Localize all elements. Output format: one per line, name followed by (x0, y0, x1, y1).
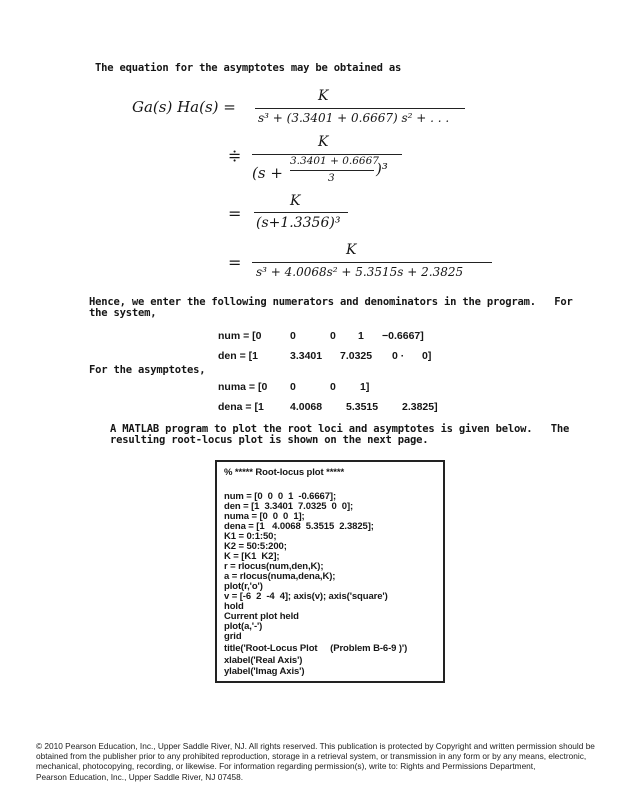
line2-inner-numerator: 3.3401 + 0.6667 (290, 155, 379, 167)
transfer-function-lhs: Ga(s) Ha(s) = (132, 98, 236, 116)
code-line: numa = [0 0 0 1]; (224, 511, 305, 522)
line2-den-close: )³ (376, 160, 388, 178)
den-value: 0 · (392, 350, 405, 362)
code-line: plot(a,'-') (224, 621, 263, 632)
line3-denominator: (s+1.3356)³ (256, 215, 341, 231)
code-line: K = [K1 K2]; (224, 551, 280, 562)
line3-numerator: K (290, 193, 301, 209)
code-line: % ***** Root-locus plot ***** (224, 467, 345, 478)
code-line: plot(r,'o') (224, 581, 263, 592)
line4-denominator: s³ + 4.0068s² + 5.3515s + 2.3825 (256, 265, 464, 279)
code-line: dena = [1 4.0068 5.3515 2.3825]; (224, 521, 374, 532)
numa-value: 0 (290, 381, 296, 393)
dena-value: 5.3515 (346, 401, 379, 413)
matlab-paragraph-line1: A MATLAB program to plot the root loci and asymptotes is given below. The (110, 423, 570, 435)
code-line: Current plot held (224, 611, 299, 622)
den-value: 0] (422, 350, 432, 362)
footer-line: Pearson Education, Inc., Upper Saddle River, NJ 07458. (36, 771, 244, 782)
num-array (218, 330, 424, 342)
line3-operator: = (228, 204, 242, 223)
asymptotes-label: For the asymptotes, (89, 364, 206, 376)
numa-label: numa = [0 (218, 381, 268, 393)
line2-operator: ≑ (228, 146, 242, 165)
line1-denominator: s³ + (3.3401 + 0.6667) s² + . . . (258, 111, 450, 125)
line4-numerator: K (346, 242, 357, 258)
num-value: 0 (290, 330, 296, 342)
numa-value: 0 (330, 381, 336, 393)
code-line: den = [1 3.3401 7.0325 0 0]; (224, 501, 354, 512)
den-value: 7.0325 (340, 350, 373, 362)
den-array (218, 350, 431, 362)
line4-operator: = (228, 253, 242, 272)
num-value: −0.6667] (382, 330, 424, 342)
code-line: ylabel('Imag Axis') (224, 666, 305, 677)
matlab-code-box (215, 460, 445, 683)
line4-fraction-bar (252, 262, 492, 263)
dena-value: 4.0068 (290, 401, 323, 413)
footer-line: © 2010 Pearson Education, Inc., Upper Saddle River, NJ. All rights reserved. This publication is protected by Copyright and written permission should be (36, 741, 595, 751)
num-label: num = [0 (218, 330, 262, 342)
line1-numerator: K (318, 88, 329, 104)
footer-line: obtained from the publisher prior to any prohibited reproduction, storage in a retrieval system, or transmission in any form or by any means, electronic, (36, 751, 587, 762)
line2-numerator: K (318, 134, 329, 150)
matlab-paragraph-line2: resulting root-locus plot is shown on the next page. (110, 434, 429, 446)
dena-value: 2.3825] (402, 401, 438, 413)
num-value: 1 (358, 330, 364, 342)
den-label: den = [1 (218, 350, 258, 362)
code-line: v = [-6 2 -4 4]; axis(v); axis('square') (224, 591, 388, 602)
code-line: K2 = 50:5:200; (224, 541, 287, 552)
code-line: a = rlocus(numa,dena,K); (224, 571, 336, 582)
line2-inner-denominator: 3 (328, 172, 335, 184)
code-line: K1 = 0:1:50; (224, 531, 277, 542)
footer-line: mechanical, photocopying, recording, or likewise. For information regarding permission(s), write to: Rights and Permissions Department, (36, 761, 536, 772)
system-paragraph-line2: the system, (89, 307, 157, 319)
numa-value: 1] (360, 381, 370, 393)
den-value: 3.3401 (290, 350, 323, 362)
dena-array (218, 401, 438, 413)
num-value: 0 (330, 330, 336, 342)
code-line: title('Root-Locus Plot (Problem B-6-9 )') (224, 643, 408, 654)
dena-label: dena = [1 (218, 401, 264, 413)
line3-fraction-bar (254, 212, 348, 213)
code-line: r = rlocus(num,den,K); (224, 561, 324, 572)
line2-inner-bar (290, 170, 374, 171)
code-line: hold (224, 601, 244, 612)
code-line: xlabel('Real Axis') (224, 655, 303, 666)
intro-text: The equation for the asymptotes may be obtained as (95, 62, 402, 74)
system-paragraph-line1: Hence, we enter the following numerators and denominators in the program. For (89, 296, 573, 308)
line1-fraction-bar (255, 108, 465, 109)
code-line: num = [0 0 0 1 -0.6667]; (224, 491, 337, 502)
copyright-footer (36, 741, 596, 782)
line2-den-open: (s + (252, 164, 283, 182)
code-line: grid (224, 631, 242, 642)
numa-array (218, 381, 369, 393)
